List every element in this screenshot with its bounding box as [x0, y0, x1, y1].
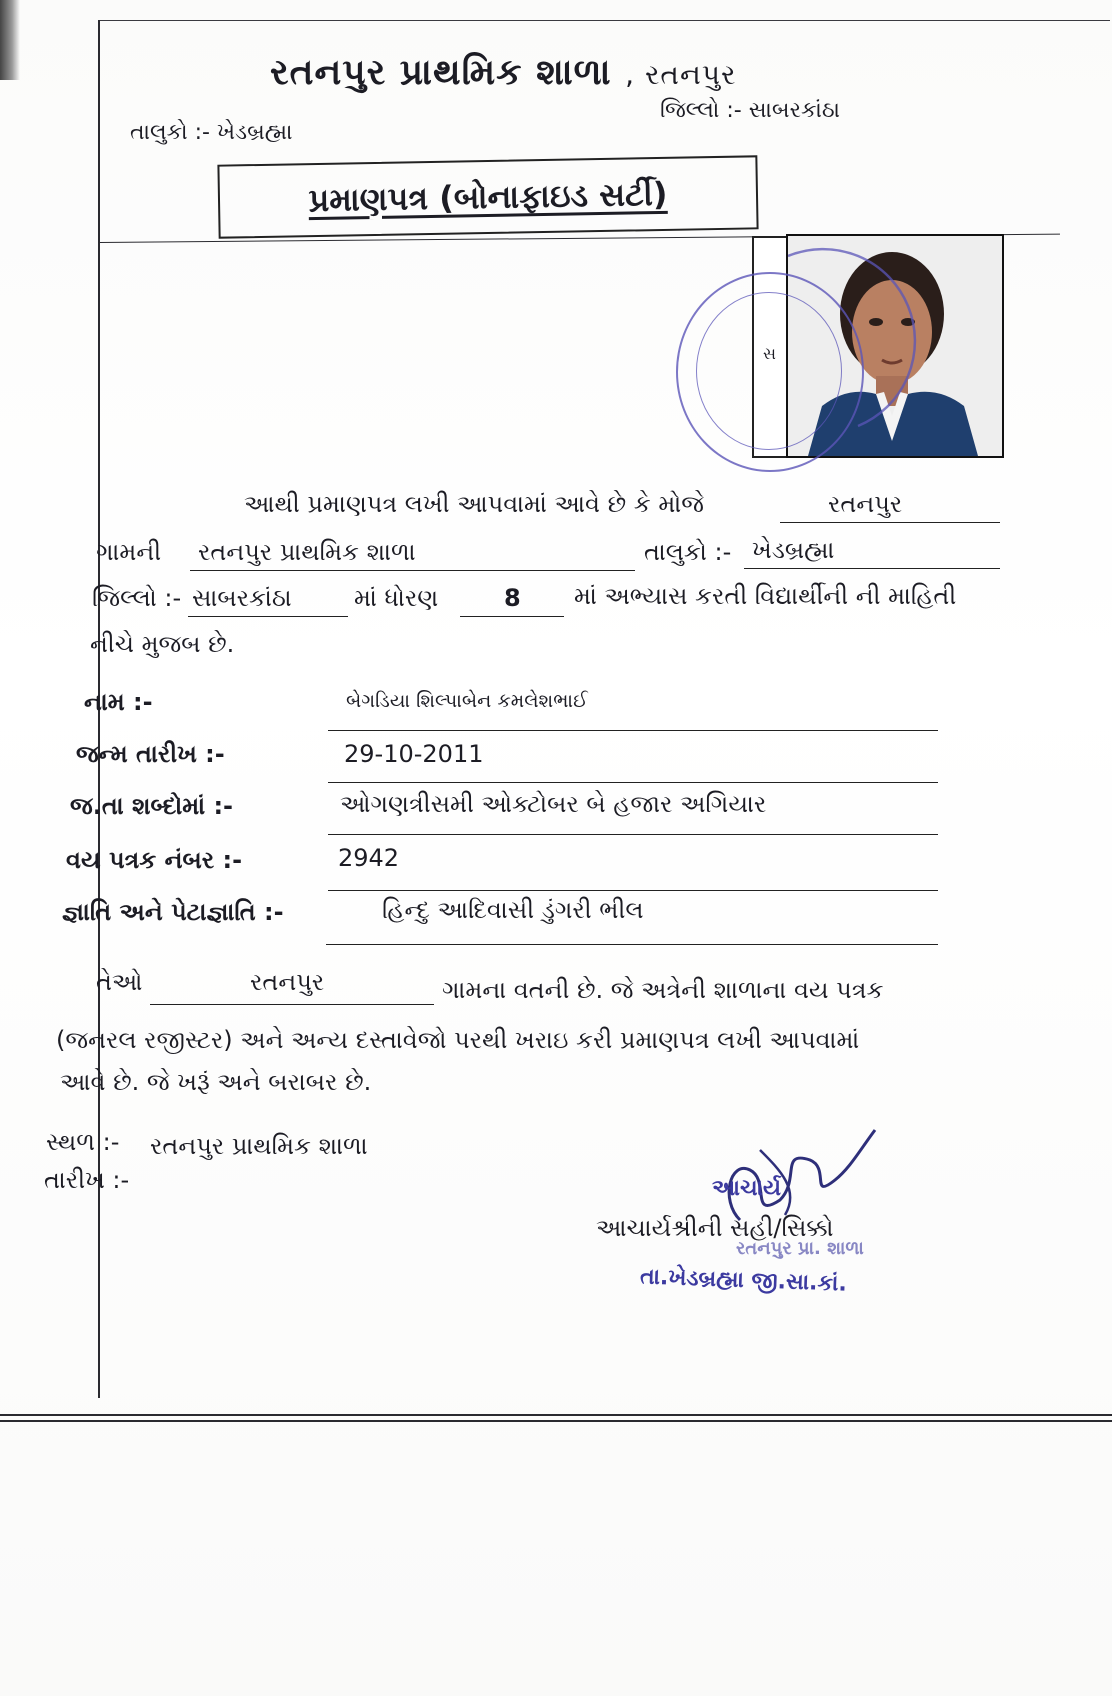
intro-district-value: સાબરકાંઠા: [192, 584, 292, 612]
certificate-title: પ્રમાણપત્ર (બોનાફાઇડ સર્ટી): [308, 174, 668, 219]
native-fill-line: [150, 1004, 434, 1005]
bottom-rule-1: [0, 1414, 1112, 1416]
school-stamp-inner: [696, 292, 842, 450]
place-label: સ્થળ :-: [46, 1128, 120, 1156]
caste-line: [326, 944, 938, 945]
school-title-main: રતનપુર પ્રાથમિક શાળા: [270, 52, 612, 93]
photo-label-left: સ: [763, 344, 776, 363]
dob-words-label: જ.તા શબ્દોમાં :-: [70, 792, 234, 820]
dob-words-line: [328, 834, 938, 835]
school-fill-line: [190, 570, 635, 571]
seal-school: રતનપુર પ્રા. શાળા: [736, 1238, 864, 1259]
bottom-rule-2: [0, 1420, 1112, 1422]
register-no-label: વય પત્રક નંબર :-: [66, 846, 243, 874]
district-fill-line: [188, 616, 348, 617]
school-title-suffix: , રતનપુર: [625, 58, 737, 91]
district-heading: જિલ્લો :- સાબરકાંઠા: [660, 98, 841, 123]
intro-taluka-label: તાલુકો :-: [644, 538, 732, 566]
dob-label: જન્મ તારીખ :-: [76, 740, 225, 768]
top-border: [100, 20, 1110, 21]
name-line: [328, 730, 938, 731]
std-fill-line: [460, 616, 564, 617]
intro-taluka-value: ખેડબ્રહ્મા: [752, 536, 835, 564]
page-shadow: [0, 0, 20, 80]
name-value: બેગડિયા શિલ્પાબેન કમલેશભાઈ: [346, 690, 588, 712]
caste-label: જ્ઞાતિ અને પેટાજ્ઞાતિ :-: [62, 898, 284, 926]
taluka-fill-line: [744, 568, 1000, 569]
closing-line1: ગામના વતની છે. જે અત્રેની શાળાના વય પત્રક: [442, 976, 884, 1004]
certificate-title-box: [217, 155, 758, 238]
seal-designation: આચાર્ય: [712, 1176, 781, 1201]
std-label: માં ધોરણ: [354, 584, 439, 612]
school-value: રતનપુર પ્રાથમિક શાળા: [198, 538, 416, 566]
seal-address: તા.ખેડબ્રહ્મા જી.સા.કાં.: [639, 1264, 848, 1297]
register-no-line: [328, 890, 938, 891]
village-label: ગામની: [96, 538, 162, 566]
dob-value: 29-10-2011: [344, 740, 484, 768]
place-value: રતનપુર પ્રાથમિક શાળા: [150, 1132, 368, 1160]
study-text: માં અભ્યાસ કરતી વિદ્યાર્થીની ની માહિતી: [574, 582, 957, 610]
closing-they: તેઓ: [96, 968, 143, 996]
native-value: રતનપુર: [250, 968, 325, 996]
village-fill-line: [780, 522, 1000, 523]
dob-line: [328, 782, 938, 783]
name-label: નામ :-: [84, 688, 153, 716]
intro-line-end: નીચે મુજબ છે.: [90, 630, 235, 658]
caste-value: હિન્દુ આદિવાસી ડુંગરી ભીલ: [382, 896, 644, 924]
village-value: રતનપુર: [828, 490, 903, 518]
taluka-heading: તાલુકો :- ખેડબ્રહ્મા: [130, 120, 293, 145]
closing-line3: આવે છે. જે ખરૂં અને બરાબર છે.: [60, 1068, 372, 1096]
signature-label: આચાર્યશ્રીની સહી/સિક્કો: [596, 1214, 834, 1242]
date-label: તારીખ :-: [44, 1166, 130, 1194]
intro-line1: આથી પ્રમાણપત્ર લખી આપવામાં આવે છે કે મોજે: [244, 490, 704, 518]
intro-district-label: જિલ્લો :-: [92, 584, 182, 612]
register-no-value: 2942: [338, 844, 400, 872]
std-value: 8: [504, 584, 521, 612]
closing-line2: (જનરલ રજીસ્ટર) અને અન્ય દસ્તાવેજો પરથી ખરાઇ કરી પ્રમાણપત્ર લખી આપવામાં: [56, 1026, 860, 1054]
dob-words-value: ઓગણત્રીસમી ઓક્ટોબર બે હજાર અગિયાર: [340, 790, 767, 818]
school-title: [270, 52, 737, 94]
